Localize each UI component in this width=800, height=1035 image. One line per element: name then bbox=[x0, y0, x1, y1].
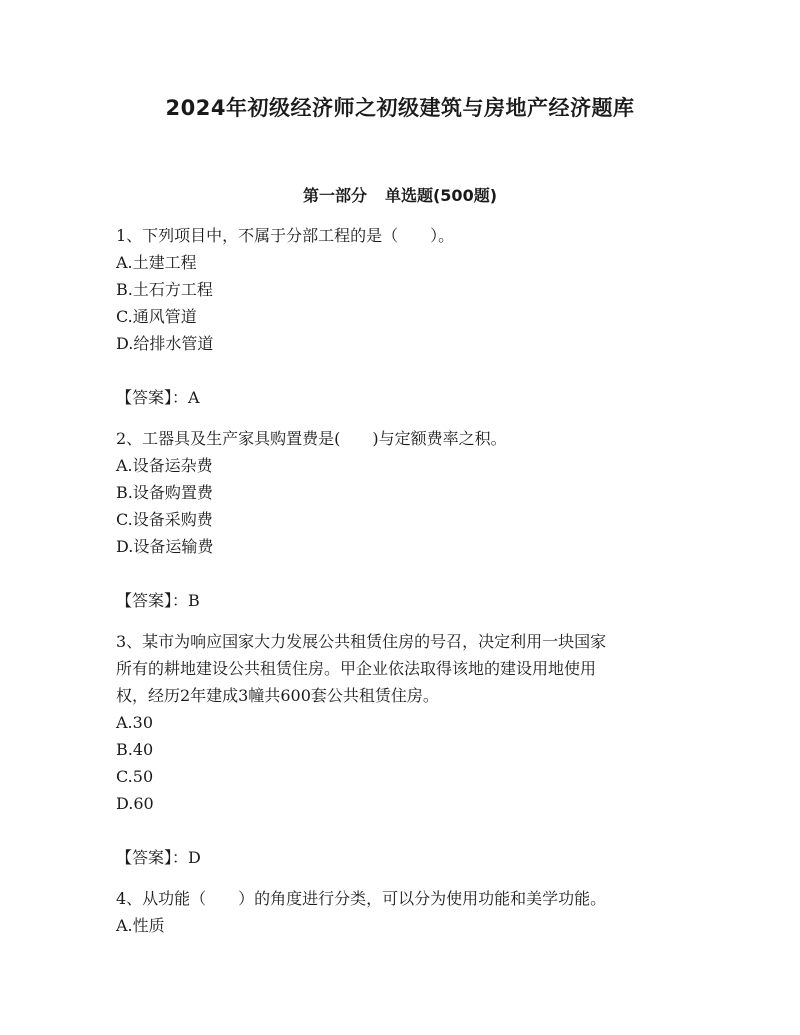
question-1 bbox=[116, 222, 686, 411]
option-d: D.给排水管道 bbox=[116, 334, 214, 353]
answer-line: 【答案】：D bbox=[116, 848, 201, 867]
question-stem: 3、某市为响应国家大力发展公共租赁住房的号召，决定利用一块国家 bbox=[116, 632, 607, 651]
answer-line: 【答案】：B bbox=[116, 591, 200, 610]
option-b: B.40 bbox=[116, 740, 154, 759]
option-a: A.土建工程 bbox=[116, 253, 197, 272]
option-a: A.性质 bbox=[116, 916, 165, 935]
option-d: D.60 bbox=[116, 794, 154, 813]
option-c: C.50 bbox=[116, 767, 154, 786]
option-c: C.设备采购费 bbox=[116, 510, 213, 529]
option-a: A.30 bbox=[116, 713, 153, 732]
option-a: A.设备运杂费 bbox=[116, 456, 213, 475]
question-stem: 权，经历2年建成3幢共600套公共租赁住房。 bbox=[116, 686, 439, 705]
question-list bbox=[116, 222, 686, 939]
document-title: 2024年初级经济师之初级建筑与房地产经济题库 bbox=[165, 96, 635, 120]
option-c: C.通风管道 bbox=[116, 307, 197, 326]
question-stem: 4、从功能（ ）的角度进行分类，可以分为使用功能和美学功能。 bbox=[116, 889, 607, 908]
question-3 bbox=[116, 628, 686, 871]
section-part-label: 第一部分 bbox=[302, 186, 367, 205]
section-type-label: 单选题(500题) bbox=[384, 186, 498, 205]
option-d: D.设备运输费 bbox=[116, 537, 214, 556]
question-stem: 所有的耕地建设公共租赁住房。甲企业依法取得该地的建设用地使用 bbox=[116, 659, 597, 678]
answer-line: 【答案】：A bbox=[116, 388, 200, 407]
question-stem: 2、工器具及生产家具购置费是( )与定额费率之积。 bbox=[116, 429, 507, 448]
question-2 bbox=[116, 425, 686, 614]
section-heading bbox=[0, 183, 800, 206]
question-stem: 1、下列项目中，不属于分部工程的是（ ）。 bbox=[116, 226, 455, 245]
question-4 bbox=[116, 885, 686, 939]
option-b: B.土石方工程 bbox=[116, 280, 213, 299]
option-b: B.设备购置费 bbox=[116, 483, 213, 502]
